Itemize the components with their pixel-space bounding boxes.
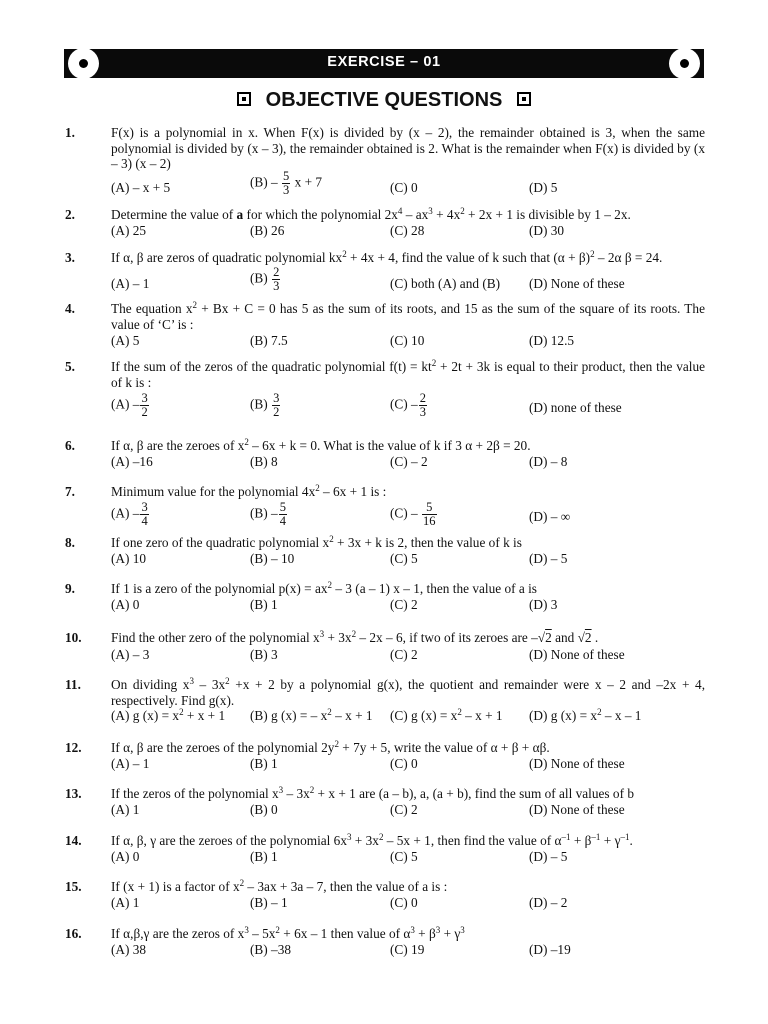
option-c: (C) g $(x) = x^2 - x + 1$ [390,707,503,723]
question-number: 13. [65,786,82,801]
exercise-title: EXERCISE – 01 [327,54,441,70]
option-c: (C) – $\frac{2}{3}$ [390,391,426,419]
option-c: (C) 0 [390,895,418,910]
question-number: 15. [65,879,82,894]
option-b: (B) – 10 [250,551,295,566]
question-stem: If the zeros of the polynomial $x^3 - 3x^2 + x + 1$ are (a – b), a, (a + b), find the sum of all values of b [111,785,634,801]
option-b: (B) – $\frac{5}{4}$ [250,500,286,528]
option-c: (C) 5 [390,551,418,566]
square-bullet-icon [517,92,531,106]
option-c: (C) – 2 [390,454,428,469]
option-d: (D) 3 [529,597,558,612]
question-stem: If α, β are zeros of quadratic polynomial $kx^2 + 4x + 4$, find the value of k such that $(\alpha + \beta)^2 - 2\alpha$ β = 24. [111,249,663,265]
option-c: (C) both (A) and (B) [390,276,501,291]
option-c: (C) 2 [390,802,418,817]
option-a: (A) 1 [111,895,140,910]
option-a: (A) 38 [111,942,147,957]
question-stem: If α, β are the zeroes of the polynomial $2y^2 + 7y + 5$, write the value of α + β + αβ. [111,739,550,755]
option-b: (B) 3 [250,647,278,662]
option-a: (A) – $\frac{3}{4}$ [111,500,148,528]
option-c: (C) 10 [390,333,425,348]
option-b: (B) 8 [250,454,278,469]
option-a: (A) 10 [111,551,147,566]
question-number: 6. [65,438,75,453]
question-stem: If (x + 1) is a factor of $x^2 - 3ax + 3a - 7$, then the value of a is : [111,878,448,894]
option-a: (A) – $\frac{3}{2}$ [111,391,148,419]
option-c: (C) 2 [390,647,418,662]
option-a: (A) – 1 [111,756,150,771]
question-number: 14. [65,833,82,848]
question-number: 12. [65,740,82,755]
question-number: 1. [65,125,75,140]
option-b: (B) 1 [250,597,278,612]
question-stem: F(x) is a polynomial in x. When F(x) is divided by (x – 2), the remainder obtained is 3, when the same polynomial is divided by (x – 3), the remainder obtained is 2. What is the remainder when F(x) is divided by (x – 3) (x – 2) [111,125,705,171]
question-stem: If the sum of the zeros of the quadratic polynomial $f(t) = kt^2 + 2t + 3k$ is equal to their product, then the value of k is : [111,358,705,390]
question-stem: If α,β,γ are the zeros of $x^3 - 5x^2 + 6x - 1$ then value of $\alpha^3 + \beta^3 + \gamma^3$ [111,925,465,941]
question-stem: Minimum value for the polynomial $4x^2 - 6x + 1$ is : [111,483,387,499]
option-c: (C) 28 [390,223,425,238]
option-b: (B) –38 [250,942,291,957]
option-b: (B) – 1 [250,895,288,910]
sqrt-symbol: √2 [537,630,552,645]
option-b: (B) g (x) = – $x^2 - x + 1$ [250,707,373,723]
question-stem: On dividing $x^3 - 3x^2 +x + 2$ by a polynomial g(x), the quotient and remainder were x – 2 and –2x + 4, respectively. Find g(x). [111,676,706,708]
question-number: 16. [65,926,82,941]
option-d: (D) – 8 [529,454,568,469]
option-d: (D) – ∞ [529,509,571,524]
option-c: (C) – $\frac{5}{16}$ [390,500,436,528]
option-a: (A) g $(x) = x^2 + x + 1$ [111,707,226,723]
question-number: 7. [65,484,75,499]
option-d: (D) – 2 [529,895,568,910]
option-b: (B) 7.5 [250,333,288,348]
option-d: (D) 12.5 [529,333,575,348]
option-d: (D) None of these [529,756,625,771]
option-d: (D) – 5 [529,551,568,566]
question-number: 4. [65,301,75,316]
option-c: (C) 19 [390,942,425,957]
question-number: 9. [65,581,75,596]
question-stem: If α, β are the zeroes of $x^2 - 6x + k = 0$. What is the value of k if 3 α + 2β = 20. [111,437,531,453]
question-number: 11. [65,677,81,692]
question-stem: The equation $x^2 + Bx + C = 0$ has 5 as the sum of its roots, and 15 as the sum of the square of its roots. The value of ‘C’ is : [111,300,705,332]
question-number: 8. [65,535,75,550]
option-d: (D) 30 [529,223,565,238]
option-b: (B) – $\frac{5}{3}$ x + 7 [250,169,323,197]
option-c: (C) 0 [390,756,418,771]
exercise-banner [64,49,704,78]
question-stem: If one zero of the quadratic polynomial $x^2 + 3x + k$ is 2, then the value of k is [111,534,522,550]
option-a: (A) 25 [111,223,147,238]
circle-bullet-icon [669,48,700,79]
option-c: (C) 2 [390,597,418,612]
option-b: (B) $\frac{2}{3}$ [250,265,280,293]
option-b: (B) 1 [250,756,278,771]
option-c: (C) 0 [390,180,418,195]
option-a: (A) 1 [111,802,140,817]
option-d: (D) None of these [529,802,625,817]
question-number: 2. [65,207,75,222]
option-c: (C) 5 [390,849,418,864]
option-b: (B) 0 [250,802,278,817]
sqrt-symbol: √2 [577,630,592,645]
question-stem: Find the other zero of the polynomial $x^3 + 3x^2 - 2x - 6$, if two of its zeroes are –√2 and √2 . [111,629,599,645]
question-stem: Determine the value of a for which the polynomial $2x^4 - ax^3 + 4x^2 + 2x + 1$ is divisible by 1 – 2x. [111,206,631,222]
question-stem: If 1 is a zero of the polynomial $p(x) = ax^2 - 3$ (a – 1) x – 1, then the value of a is [111,580,537,596]
option-a: (A) – 3 [111,647,150,662]
option-d: (D) g $(x) = x^2 - x - 1$ [529,707,642,723]
question-number: 5. [65,359,75,374]
option-d: (D) –19 [529,942,571,957]
option-d: (D) None of these [529,647,625,662]
option-a: (A) – x + 5 [111,180,171,195]
section-title: OBJECTIVE QUESTIONS [265,89,503,111]
option-a: (A) – 1 [111,276,150,291]
option-b: (B) 1 [250,849,278,864]
question-stem: If α, β, γ are the zeroes of the polynomial $6x^3 + 3x^2 - 5x + 1$, then find the value of $\alpha^{-1} + \beta^{-1} + \gamma^{-1}$. [111,832,633,848]
option-d: (D) none of these [529,400,622,415]
option-a: (A) –16 [111,454,153,469]
option-a: (A) 0 [111,597,140,612]
option-d: (D) – 5 [529,849,568,864]
section-heading [0,89,768,112]
option-b: (B) 26 [250,223,285,238]
square-bullet-icon [237,92,251,106]
option-b: (B) $\frac{3}{2}$ [250,391,280,419]
question-number: 10. [65,630,82,645]
question-number: 3. [65,250,75,265]
option-a: (A) 0 [111,849,140,864]
option-d: (D) None of these [529,276,625,291]
option-d: (D) 5 [529,180,558,195]
option-a: (A) 5 [111,333,140,348]
